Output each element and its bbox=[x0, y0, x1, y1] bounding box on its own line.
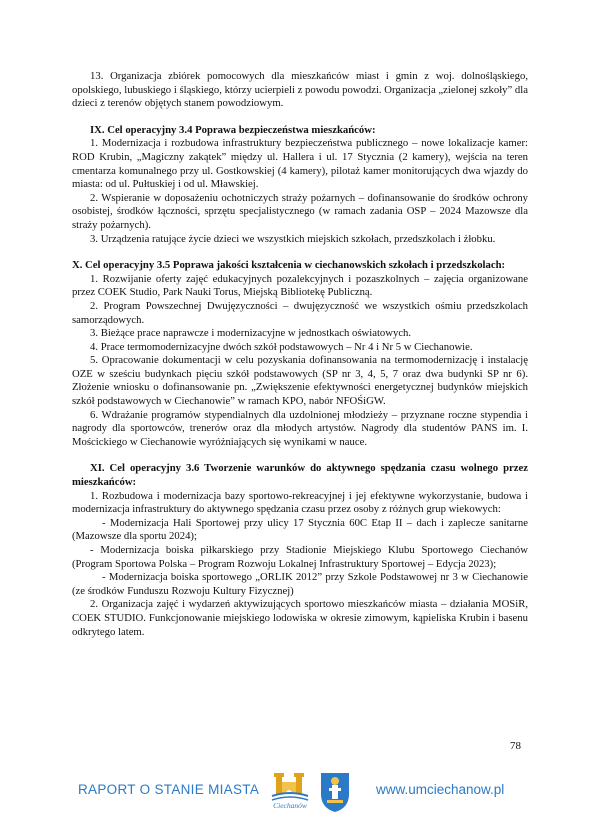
paragraph-13: 13. Organizacja zbiórek pomocowych dla mieszkańców miast i gmin z woj. dolnośląskiego, opolskiego, lubuskiego i śląskiego, którzy ucierpieli z powodu powodzi. Organizacja „zielonej szkoły” dla dzieci z terenów objętych stanem powodziowym. bbox=[72, 70, 528, 110]
paragraph-ix-3: 3. Urządzenia ratujące życie dzieci we wszystkich miejskich szkołach, przedszkolach i żłobku. bbox=[90, 232, 496, 245]
paragraph-x-6: 6. Wdrażanie programów stypendialnych dla uzdolnionej młodzieży – przyznane roczne stypendia i nagrody dla sportowców, trenerów oraz dla młodych artystów. Nagrody dla studentów PANS im. I. Mościckiego w Ciechanowie wyróżniających się wynikami w nauce. bbox=[72, 408, 528, 448]
document-body bbox=[72, 70, 528, 639]
website-url: www.umciechanow.pl bbox=[376, 782, 505, 797]
paragraph-ix-2: 2. Wspieranie w doposażeniu ochotniczych straży pożarnych – dofinansowanie do środków ochrony osobistej, środków łączności, sprzętu specjalistycznego (w ramach zadania OSP – 2024 Mazowsze dla straży pożarnych). bbox=[72, 191, 528, 231]
page-number: 78 bbox=[510, 740, 521, 752]
paragraph-ix-1: 1. Modernizacja i rozbudowa infrastruktury bezpieczeństwa publicznego – nowe lokalizacje kamer: ROD Krubin, „Magiczny zakątek” między ul. Hallera i ul. 17 Stycznia (2 kamery), wejścia na teren cmentarza komunalnego przy ul. Gostkowskiej (4 kamery), pilotaż kamer monitorujących dwa wjazdy do miasta: od ul. Pułtuskiej i od ul. Mławskiej. bbox=[72, 137, 528, 191]
paragraph-x-4: 4. Prace termomodernizacyjne dwóch szkół podstawowych – Nr 4 i Nr 5 w Ciechanowie. bbox=[90, 340, 473, 353]
section-heading-x: X. Cel operacyjny 3.5 Poprawa jakości kształcenia w ciechanowskich szkołach i przedszkolach: bbox=[72, 259, 506, 272]
paragraph-xi-1a: - Modernizacja Hali Sportowej przy ulicy 17 Stycznia 60C Etap II – dach i zaplecze sanitarne (Mazowsze dla sportu 2024); bbox=[72, 516, 528, 543]
section-heading-ix: IX. Cel operacyjny 3.4 Poprawa bezpieczeństwa mieszkańców: bbox=[90, 123, 376, 136]
paragraph-x-2: 2. Program Powszechnej Dwujęzyczności – dwujęzyczność we wszystkich ośmiu przedszkolach samorządowych. bbox=[72, 299, 528, 326]
paragraph-x-1: 1. Rozwijanie oferty zajęć edukacyjnych pozalekcyjnych i pozaszkolnych – zajęcia organizowane przez COEK Studio, Park Nauki Torus, Miejską Bibliotekę Publiczną. bbox=[72, 272, 528, 299]
paragraph-xi-1c: - Modernizacja boiska sportowego „ORLIK 2012” przy Szkole Podstawowej nr 3 w Ciechanowie (ze środków Funduszu Rozwoju Kultury Fizycznej) bbox=[72, 571, 528, 597]
footer bbox=[0, 770, 594, 830]
report-title: RAPORT O STANIE MIASTA bbox=[78, 782, 260, 797]
section-heading-xi: XI. Cel operacyjny 3.6 Tworzenie warunków do aktywnego spędzania czasu wolnego przez mieszkańców: bbox=[72, 462, 528, 489]
paragraph-xi-1b: - Modernizacja boiska piłkarskiego przy Stadionie Miejskiego Klubu Sportowego Ciechanów (Program Sportowa Polska – Program Rozwoju Lokalnej Infrastruktury Sportowej – Edycja 2023); bbox=[72, 544, 528, 570]
coat-of-arms-icon bbox=[318, 770, 352, 814]
paragraph-xi-2: 2. Organizacja zajęć i wydarzeń aktywizujących sportowo mieszkańców miasta – działania MOSiR, COEK STUDIO. Funkcjonowanie miejskiego lodowiska w okresie zimowym, kąpieliska Krubin i basenu odkrytego latem. bbox=[72, 598, 528, 638]
city-logo-icon bbox=[268, 770, 312, 812]
paragraph-xi-1: 1. Rozbudowa i modernizacja bazy sportowo-rekreacyjnej i jej efektywne wykorzystanie, budowa i modernizacja infrastruktury do aktywnego spędzania czasu przez osoby z różnych grup wiekowych: bbox=[72, 489, 528, 516]
logo-text: Ciechanów bbox=[273, 801, 307, 810]
paragraph-x-5: 5. Opracowanie dokumentacji w celu pozyskania dofinansowania na termomodernizację i instalację OZE w sześciu budynkach pięciu szkół podstawowych (SP nr 3, 4, 5, 7 oraz dwa budynki SP nr 6). Złożenie wniosku o dofinansowanie pn. „Zwiększenie efektywności energetycznej budynków miejskich szkół podstawowych w Ciechanowie” w ramach KPO, nabór NFOŚiGW. bbox=[72, 354, 528, 408]
paragraph-x-3: 3. Bieżące prace naprawcze i modernizacyjne w jednostkach oświatowych. bbox=[90, 327, 412, 340]
